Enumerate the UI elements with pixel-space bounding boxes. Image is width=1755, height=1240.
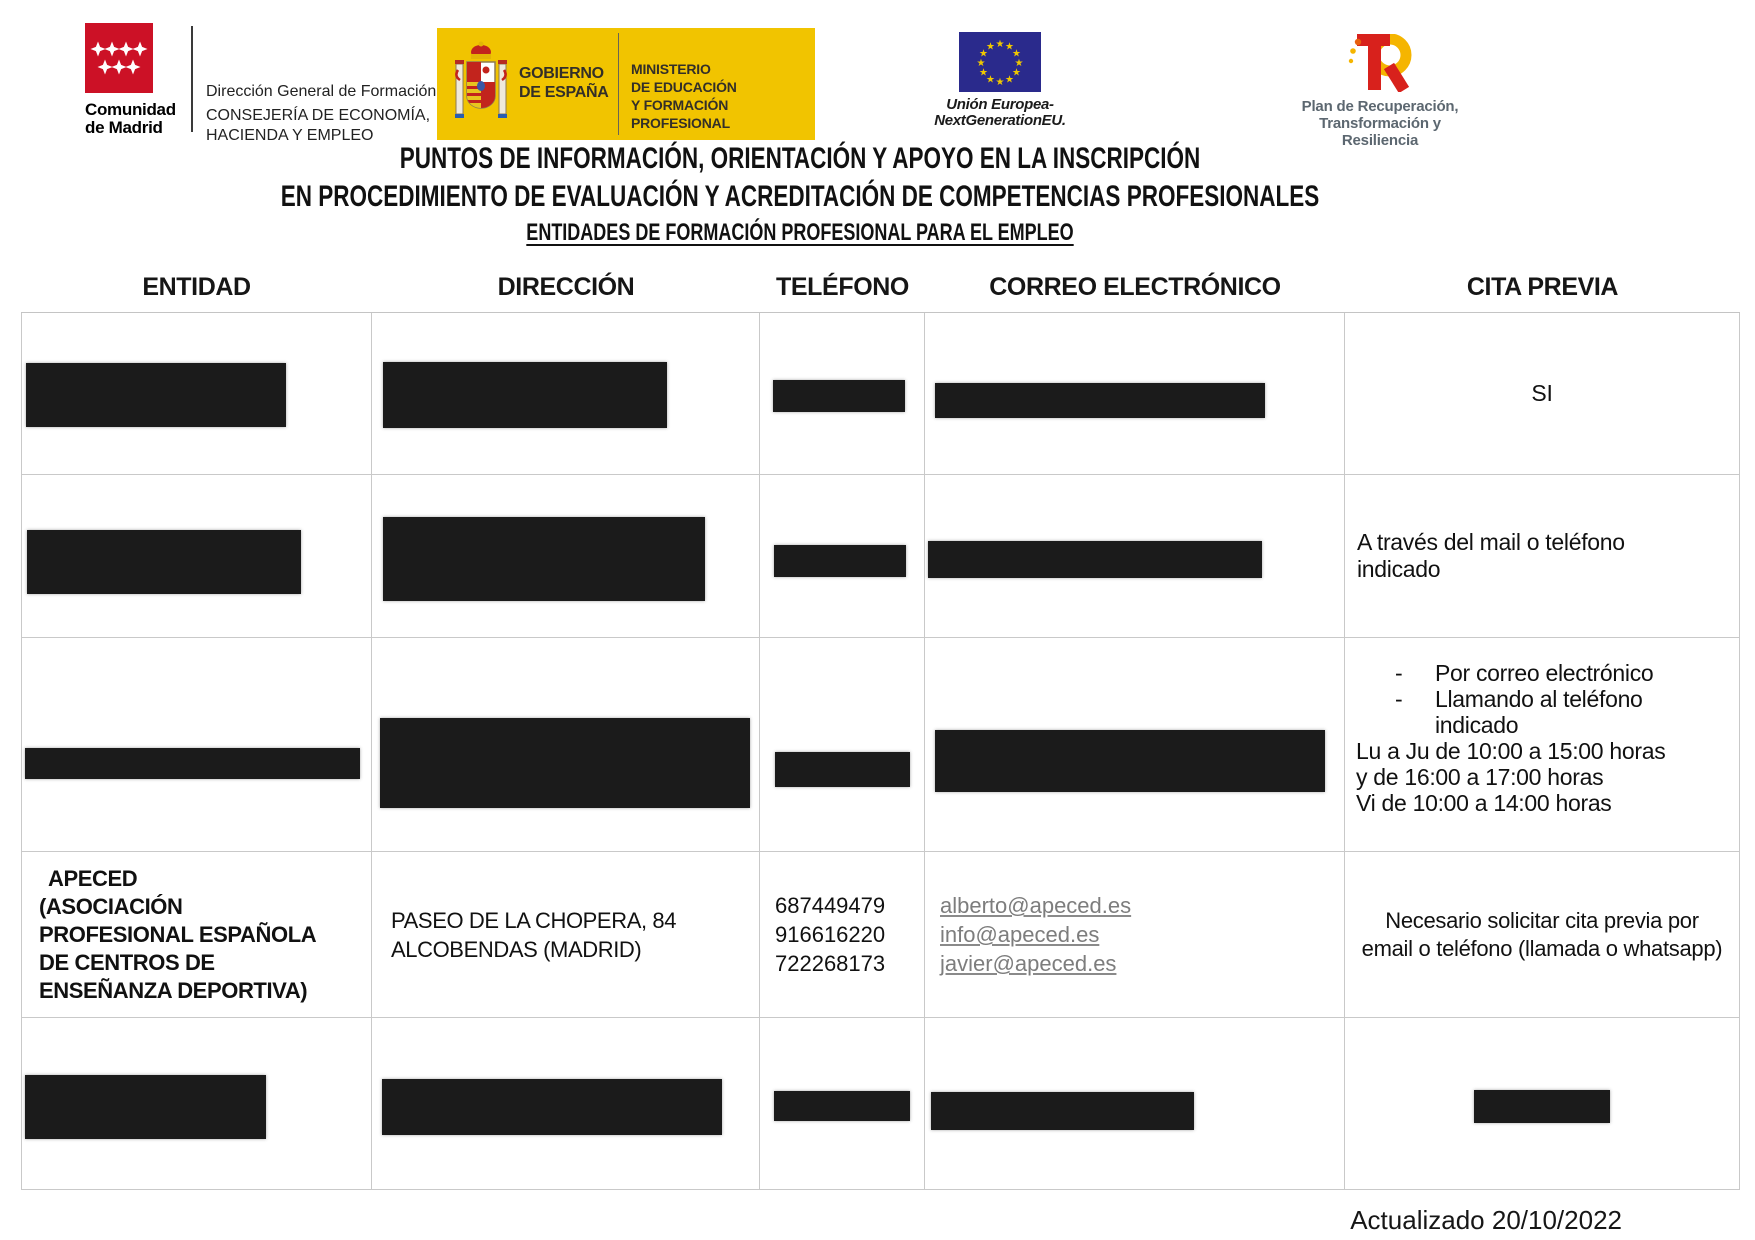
svg-text:★: ★ bbox=[1005, 41, 1014, 53]
cita-bullet: Por correo electrónico bbox=[1435, 660, 1654, 686]
entities-table bbox=[21, 250, 1740, 1190]
cita-previa-value: SI bbox=[1531, 380, 1553, 406]
schedule-line: Lu a Ju de 10:00 a 15:00 horas bbox=[1356, 738, 1666, 764]
schedule-line: Vi de 10:00 a 14:00 horas bbox=[1356, 790, 1612, 816]
svg-text:★: ★ bbox=[1012, 67, 1021, 79]
page-title-line2: EN PROCEDIMIENTO DE EVALUACIÓN Y ACREDITACIÓN DE COMPETENCIAS PROFESIONALES bbox=[280, 180, 1320, 213]
spain-coat-of-arms-icon bbox=[455, 40, 507, 128]
recovery-plan-logo bbox=[1280, 34, 1480, 149]
entity-name-cell bbox=[21, 852, 372, 1018]
page-subtitle: ENTIDADES DE FORMACIÓN PROFESIONAL PARA EL EMPLEO bbox=[526, 219, 1074, 246]
redacted-entity bbox=[26, 363, 286, 427]
bullet-dash: - bbox=[1395, 686, 1403, 712]
cita-previa-schedule bbox=[1345, 738, 1739, 816]
recovery-plan-caption: Plan de Recuperación, Transformación y Resiliencia bbox=[1301, 98, 1459, 149]
entity-name-line: ENSEÑANZA DEPORTIVA) bbox=[39, 977, 308, 1003]
redacted-address bbox=[383, 362, 667, 428]
redacted-address bbox=[380, 718, 750, 808]
column-header-direccion: DIRECCIÓN bbox=[372, 250, 760, 313]
madrid-seven-stars-icon bbox=[85, 23, 153, 93]
redacted-address bbox=[382, 1079, 722, 1135]
svg-text:★: ★ bbox=[1012, 48, 1021, 60]
cita-previa-value: Necesario solicitar cita previa por email o teléfono (llamada o whatsapp) bbox=[1361, 907, 1723, 961]
entity-name-line: PROFESIONAL ESPAÑOLA bbox=[39, 921, 317, 947]
svg-text:★: ★ bbox=[995, 77, 1005, 88]
redacted-phone bbox=[774, 545, 906, 577]
table-row bbox=[21, 1018, 372, 1190]
entity-name: APECED bbox=[48, 865, 138, 891]
entity-phones-cell bbox=[760, 852, 925, 1018]
svg-text:★: ★ bbox=[995, 39, 1005, 50]
email-link[interactable]: javier@apeced.es bbox=[940, 951, 1117, 976]
svg-text:★: ★ bbox=[979, 48, 988, 60]
address-line: ALCOBENDAS (MADRID) bbox=[391, 936, 642, 962]
redacted-email bbox=[928, 541, 1262, 578]
redacted-phone bbox=[775, 752, 910, 787]
address-line: PASEO DE LA CHOPERA, 84 bbox=[391, 907, 677, 933]
eu-flag-icon bbox=[959, 32, 1041, 92]
email-link[interactable]: info@apeced.es bbox=[940, 922, 1100, 947]
redacted-entity bbox=[25, 1075, 266, 1139]
cita-previa-bullet-list bbox=[1345, 660, 1739, 738]
svg-text:★: ★ bbox=[1005, 74, 1014, 86]
redacted-entity bbox=[25, 748, 360, 779]
column-header-telefono: TELÉFONO bbox=[760, 250, 925, 313]
redacted-cita bbox=[1474, 1090, 1610, 1123]
redacted-email bbox=[935, 730, 1325, 792]
table-row bbox=[21, 313, 372, 475]
ministerio-text: MINISTERIO DE EDUCACIÓN Y FORMACIÓN PROFESIONAL bbox=[631, 61, 737, 131]
redacted-phone bbox=[773, 380, 905, 412]
schedule-line: y de 16:00 a 17:00 horas bbox=[1356, 764, 1604, 790]
cita-bullet: Llamando al teléfono indicado bbox=[1435, 686, 1643, 738]
redacted-email bbox=[935, 383, 1265, 418]
column-header-cita: CITA PREVIA bbox=[1345, 250, 1740, 313]
redacted-address bbox=[383, 517, 705, 601]
column-header-entidad: ENTIDAD bbox=[21, 250, 372, 313]
svg-text:★: ★ bbox=[986, 41, 995, 53]
redacted-email bbox=[931, 1092, 1194, 1130]
table-row bbox=[21, 638, 372, 852]
svg-text:★: ★ bbox=[979, 67, 988, 79]
redacted-entity bbox=[27, 530, 301, 594]
phone-number: 916616220 bbox=[775, 922, 886, 947]
madrid-department-text: Dirección General de Formación CONSEJERÍA DE ECONOMÍA, HACIENDA Y EMPLEO bbox=[206, 83, 437, 144]
column-header-correo: CORREO ELECTRÓNICO bbox=[925, 250, 1345, 313]
gobierno-espana-logo bbox=[437, 28, 815, 140]
entity-name-line: DE CENTROS DE bbox=[39, 949, 215, 975]
entity-emails-cell bbox=[925, 852, 1345, 1018]
phone-number: 687449479 bbox=[775, 893, 886, 918]
tr-logo-icon bbox=[1344, 34, 1416, 92]
madrid-wordmark: Comunidad de Madrid bbox=[85, 100, 176, 137]
logo-divider bbox=[618, 33, 619, 135]
logo-divider bbox=[191, 26, 193, 132]
table-row bbox=[21, 475, 372, 638]
page-title-line1: PUNTOS DE INFORMACIÓN, ORIENTACIÓN Y APOYO EN LA INSCRIPCIÓN bbox=[399, 142, 1201, 175]
eu-nextgeneration-logo bbox=[920, 32, 1080, 129]
svg-text:★: ★ bbox=[986, 74, 995, 86]
entity-address-cell bbox=[372, 852, 760, 1018]
cita-previa-value: A través del mail o teléfono indicado bbox=[1357, 529, 1625, 582]
svg-text:★: ★ bbox=[1014, 58, 1024, 69]
eu-caption: Unión Europea- NextGenerationEU. bbox=[934, 96, 1066, 129]
phone-number: 722268173 bbox=[775, 951, 886, 976]
last-updated-label: Actualizado 20/10/2022 bbox=[1350, 1205, 1622, 1235]
bullet-dash: - bbox=[1395, 660, 1403, 686]
gobierno-espana-text: GOBIERNO DE ESPAÑA bbox=[519, 65, 609, 101]
svg-text:★: ★ bbox=[976, 58, 986, 69]
entity-name-line: (ASOCIACIÓN bbox=[39, 893, 183, 919]
email-link[interactable]: alberto@apeced.es bbox=[940, 893, 1132, 918]
redacted-phone bbox=[774, 1091, 910, 1121]
